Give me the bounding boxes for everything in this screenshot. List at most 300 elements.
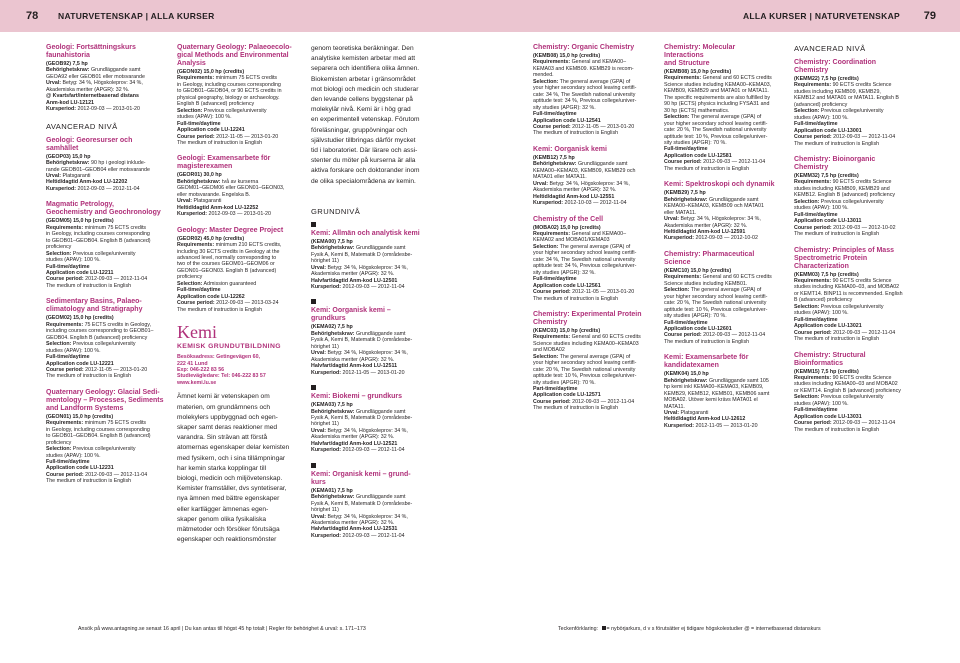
text-line: Biokemisten arbetar i gränsområdet: [311, 75, 416, 83]
course-title: [794, 156, 906, 172]
text-line: www.kemi.lu.se: [177, 379, 217, 386]
text-line: Full-time/daytime: [46, 263, 90, 270]
field-label: Course period:: [533, 123, 571, 130]
text-line: sity studies (APGR): 32 %.: [533, 269, 596, 276]
field-value: Previous college/university: [202, 107, 267, 114]
course-title-line: Geochemistry and Geochronology: [46, 209, 161, 217]
text-line: Exp: 046-222 83 56: [177, 366, 225, 373]
course-title-line: kandidatexamen: [664, 362, 719, 370]
field-label: Urval:: [46, 172, 62, 179]
field-value: General and KEMA00–: [570, 230, 627, 237]
field-value: Grundläggande samt: [354, 330, 406, 337]
text-line: [311, 370, 432, 376]
field-value: 2012-11-05 — 2013-01-20: [83, 366, 148, 373]
field-value: 2012-09-03 — 2012-11-04: [83, 276, 148, 283]
field-value: General and 60 ECTS credits: [701, 274, 772, 281]
course-block: [794, 247, 906, 343]
text-line: aptitude test: 10 %, Previous college/univer-: [533, 373, 637, 380]
field-value: Admission guaranteed: [202, 280, 257, 287]
text-line: GEON01–GEON03. English B (advanced): [177, 267, 277, 274]
course-block: [664, 44, 776, 172]
course-title: [177, 44, 295, 68]
text-line: [794, 82, 906, 88]
text-line: Application code LU-12601: [664, 325, 732, 332]
text-line: sity studies (APGR): 32 %.: [533, 104, 596, 111]
text-line: studies (APAV): 100 %.: [46, 347, 101, 354]
text-line: The medium of instruction is English: [533, 295, 619, 302]
text-line: biologi, medicin och miljövetenskap.: [177, 474, 283, 482]
text-line: studies (APAV): 100 %.: [794, 114, 849, 121]
field-label: Behörighetskrav:: [311, 245, 355, 252]
footer-right: [558, 626, 821, 638]
field-label: Course period:: [177, 133, 215, 140]
field-value: The general average (GPA) of: [558, 78, 631, 85]
text-line: 222 41 Lund: [177, 360, 208, 367]
text-line: physical geography, biology or archaeology.: [177, 94, 280, 101]
course-title-line: mentology – Processes, Sediments: [46, 396, 164, 404]
field-value: The general average (GPA) of: [558, 353, 631, 360]
field-value: Betyg: 34 %, Högskoleprov: 34 %,: [679, 216, 761, 223]
text-line: sity studies (APGR): 70 %.: [533, 379, 596, 386]
course-title-line: Kemi: Oorganisk kemi –: [311, 307, 391, 315]
text-line: (KEMA03) 7,5 hp: [311, 402, 353, 409]
text-line: MATA11.: [664, 403, 685, 410]
text-line: Full-time/daytime: [177, 120, 221, 127]
course-block: [794, 59, 906, 147]
field-label: Behörighetskrav:: [177, 178, 221, 185]
text-line: (advanced) proficiency: [794, 101, 848, 108]
text-line: studies including KEMB09, KEMB29,: [794, 88, 881, 95]
section-heading: AVANCERAD NIVÅ: [46, 121, 118, 131]
text-line: or KEMT14. English B (advanced) proficiency: [794, 387, 901, 394]
text-line: (KEMB08) 15,0 hp (credits): [664, 69, 732, 75]
text-line: KEMA00–KEMA03, KEMB09, KEMB29 och: [533, 167, 636, 174]
course-title-line: Bioinformatics: [794, 359, 844, 367]
text-line: (GEON01) 15,0 hp (credits): [46, 413, 114, 420]
field-value: 2012-11-05 — 2013-01-20: [570, 123, 635, 130]
field-value: 90 ECTS credits Science: [831, 82, 892, 89]
text-line: The specific requirements are also fulfilled by: [664, 94, 770, 101]
text-line: studies (APAV): 100 %.: [794, 400, 849, 407]
section-heading: GRUNDNIVÅ: [311, 206, 361, 216]
field-label: Kursperiod:: [311, 369, 342, 376]
course-title-line: Spectrometric Protein: [794, 254, 868, 262]
field-label: Course period:: [664, 159, 702, 166]
field-label: Requirements:: [664, 75, 702, 82]
course-title-line: Kemi: Examensarbete för: [664, 354, 749, 362]
text-line: [533, 289, 645, 295]
field-label: Urval:: [177, 198, 193, 205]
course-title-line: faunahistoria: [46, 52, 90, 59]
text-line: [794, 420, 906, 426]
course-title-line: Chemistry: Bioinorganic Chemistry: [794, 155, 876, 171]
text-line: GEOM01–GEOM06 eller GEON01–GEON03,: [177, 185, 285, 192]
text-line: [311, 284, 432, 290]
text-line: Full-time/daytime: [794, 211, 838, 218]
field-label: Behörighetskrav:: [533, 161, 577, 168]
text-line: The medium of instruction is English: [533, 405, 619, 412]
course-title: [46, 389, 166, 413]
text-line: molekylers uppbyggnad och egen-: [177, 413, 278, 421]
text-line: Full-time/daytime: [664, 319, 708, 326]
field-label: Behörighetskrav:: [664, 377, 708, 384]
field-label: Selection:: [46, 341, 72, 348]
field-value: 2012-11-05 — 2013-01-20: [694, 422, 758, 429]
field-value: Grundläggande samt: [354, 245, 406, 252]
course-title: [533, 216, 645, 224]
text-line: @ Kvartsfart/internetbaserad distans: [46, 93, 139, 100]
field-label: Selection:: [177, 107, 203, 114]
text-line: Part-time/daytime: [533, 386, 578, 393]
field-label: Course period:: [533, 398, 571, 405]
text-line: Application code LU-13011: [794, 218, 862, 225]
field-label: Kursperiod:: [46, 185, 77, 192]
field-label: Requirements:: [794, 82, 832, 89]
course-title: [46, 201, 166, 217]
course-title-line: Quaternary Geology: Glacial Sedi-: [46, 388, 160, 396]
text-line: The medium of instruction is English: [664, 165, 750, 172]
text-line: The medium of instruction is English: [177, 306, 263, 313]
text-line: Halvfart/dagtid Anm-kod LU-12501: [311, 277, 398, 284]
course-title: [664, 251, 776, 267]
text-line: analytiske kemisten arbetar med att: [311, 55, 416, 63]
course-block: [177, 44, 295, 146]
field-value: Platsgaranti: [61, 172, 91, 179]
course-block: [533, 146, 645, 207]
text-line: aptitude test: 10 %, Previous college/univer-: [664, 306, 768, 313]
field-label: Urval:: [311, 513, 327, 520]
text-line: de olika specialområdena av kemin.: [311, 177, 416, 185]
text-line: KEMA03 and KEMB09. KEMB29 is recom-: [533, 65, 634, 72]
text-line: Application code LU-12262: [177, 293, 245, 300]
course-title: [664, 354, 776, 370]
text-line: Science studies including KEMA00–KEMA03: [533, 340, 639, 347]
course-title-line: Kemi: Spektroskopi och dynamik: [664, 181, 775, 189]
text-line: Akademiska meriter (APGR): 32 %.: [311, 356, 395, 363]
course-block: [46, 44, 166, 113]
field-value: 2012-09-03 — 2013-01-20: [76, 106, 140, 113]
course-title-line: grundkurs: [311, 315, 346, 323]
course-title: [311, 385, 432, 401]
course-title: [533, 146, 645, 154]
text-line: Application code LU-12561: [533, 282, 601, 289]
field-value: 2012-09-03 — 2012-11-04: [83, 471, 148, 478]
course-block: [177, 155, 295, 217]
field-value: Previous college/university: [71, 341, 136, 348]
text-line: Akademiska meriter (APGR): 32 %.: [311, 434, 395, 441]
field-value: 90 hp i geologi inklude-: [89, 160, 146, 167]
course-title: [533, 311, 645, 327]
course-block: [311, 463, 432, 540]
text-line: [664, 235, 776, 241]
field-value: 2012-09-03 — 2012-11-04: [831, 134, 896, 141]
text-line: Anm-kod LU-12121: [46, 99, 94, 106]
field-value: 90 ECTS credits Science: [831, 179, 892, 186]
course-block: [533, 216, 645, 302]
text-line: 90 hp (ECTS) physics including FYSA31 and: [664, 101, 770, 108]
field-label: Urval:: [311, 350, 327, 357]
text-line: to GEOB01–GEOB04. English B (advanced): [46, 433, 151, 440]
field-value: Betyg: 34 %, Högskoleprov: 34 %,: [326, 513, 408, 520]
field-label: Urval:: [664, 410, 680, 417]
field-label: Kursperiod:: [533, 200, 564, 207]
course-title-line: gical Methods and Environmental: [177, 52, 289, 59]
text-line: mot biologi och medicin och studerar: [311, 85, 419, 93]
text-line: (GEOP03) 15,0 hp: [46, 153, 91, 160]
field-label: Urval:: [46, 80, 62, 87]
text-line: Akademiska meriter (APGR): 32 %.: [311, 519, 395, 526]
text-line: egenskaper och reaktionsmönster: [177, 536, 277, 544]
text-line: [664, 274, 776, 280]
text-line: Application code LU-12541: [533, 117, 601, 124]
field-value: minimum 75 ECTS credits: [83, 420, 147, 427]
text-line: (KEMC03) 15,0 hp (credits): [533, 327, 601, 334]
text-line: [664, 287, 776, 293]
field-label: Kursperiod:: [311, 284, 342, 291]
field-value: minimum 210 ECTS credits,: [214, 242, 282, 249]
field-value: The general average (GPA) of: [558, 243, 631, 250]
text-line: Full-time/daytime: [177, 287, 221, 294]
subject-intro: [177, 392, 295, 545]
text-line: studies (APAV): 100 %.: [46, 452, 101, 459]
course-title-line: Kemi: Oorganisk kemi: [533, 145, 607, 153]
field-label: Requirements:: [46, 224, 84, 231]
field-label: Requirements:: [533, 334, 571, 341]
subject-subtitle: KEMISK GRUNDUTBILDNING: [177, 343, 281, 351]
field-label: Selection:: [794, 198, 820, 205]
course-title-line: Chemistry: Organic Chemistry: [533, 44, 635, 51]
text-line: (GEON02) 15,0 hp (credits): [177, 69, 245, 75]
field-label: Course period:: [46, 276, 84, 283]
course-title-line: Kemi: Biokemi – grundkurs: [311, 393, 403, 401]
text-line: The medium of instruction is English: [46, 282, 132, 289]
field-value: Platsgaranti: [679, 410, 709, 417]
text-line: MATA01 eller MATA11.: [533, 174, 587, 181]
course-title-line: and Landform Systems: [46, 404, 124, 412]
course-title-line: climatology and Stratigraphy: [46, 306, 143, 314]
field-label: Requirements:: [533, 230, 571, 237]
course-block: [46, 389, 166, 485]
field-value: Grundläggande samt: [354, 408, 406, 415]
text-line: cate: 20 %, The Swedish national university: [664, 127, 767, 134]
field-value: General and KEMA00–: [570, 59, 627, 66]
text-line: (KEMB08) 15,0 hp (credits): [533, 53, 601, 59]
text-line: sity studies (APGR): 70 %.: [664, 139, 727, 146]
course-block: [46, 298, 166, 380]
field-value: 90 ECTS credits Science: [831, 277, 892, 284]
text-line: Application code LU-13031: [794, 413, 862, 420]
course-title-line: Analysis: [177, 60, 206, 67]
course-title-line: Kemi: Allmän och analytisk kemi: [311, 229, 420, 237]
field-label: Selection:: [46, 250, 72, 257]
course-title-line: Geology: Master Degree Project: [177, 226, 284, 234]
text-line: [533, 200, 645, 206]
field-value: Betyg: 34 %, Högskoleprov: 34 %,: [326, 427, 408, 434]
field-label: Kursperiod:: [311, 532, 342, 539]
text-line: [311, 447, 432, 453]
text-line: Full-time/daytime: [794, 316, 838, 323]
text-line: Full-time/daytime: [533, 111, 577, 118]
text-line: Full-time/daytime: [664, 146, 708, 153]
field-label: Selection:: [664, 287, 690, 294]
text-line: nya ämnen med bättre egenskaper: [177, 495, 280, 503]
course-title-line: samhället: [46, 144, 79, 152]
text-line: med fysikern, och i sina tillämpningar: [177, 454, 286, 462]
text-line: hp kemi inkl KEMA00–KEMA03, KEMB09,: [664, 384, 764, 391]
field-label: Course period:: [794, 420, 832, 427]
column-2: [177, 44, 295, 545]
text-line: [177, 242, 295, 248]
text-line: The medium of instruction is English: [177, 139, 263, 146]
footer-left: Ansök på www.antagning.se senast 16 april | Du kan antas till högst 45 hp totalt | Regler för behörighet & urval: s. 171–173: [78, 626, 366, 632]
text-line: studies including KEMA00–03 and MOBA02: [794, 381, 898, 388]
text-line: [664, 423, 776, 429]
field-label: Urval:: [533, 180, 549, 187]
course-block: [311, 299, 432, 376]
text-line: Application code LU-12211: [46, 269, 114, 276]
text-line: Application code LU-12241: [177, 127, 245, 134]
text-line: [533, 334, 645, 340]
text-line: MOBA02. Utöver kemi krävs MATA01 el: [664, 397, 758, 404]
text-line: (GEOR01) 30,0 hp: [177, 172, 222, 179]
text-line: hörighet 11): [311, 421, 339, 428]
field-label: Kursperiod:: [664, 235, 695, 242]
text-line: tid i laboratoriet. Där lärare och assi-: [311, 147, 418, 155]
text-line: The medium of instruction is English: [533, 130, 619, 137]
course-title-line: kurs: [311, 478, 326, 486]
text-line: The medium of instruction is English: [46, 478, 132, 485]
field-label: Course period:: [533, 289, 571, 296]
text-line: 30 hp (ECTS) mathematics.: [664, 107, 730, 114]
subject-title: Kemi: [177, 322, 217, 343]
field-value: 2012-09-03 — 2012-11-04: [831, 329, 896, 336]
text-line: Application code LU-13001: [794, 127, 862, 134]
field-label: Selection:: [533, 353, 559, 360]
text-line: your higher secondary school leaving certifi-: [664, 120, 768, 127]
text-line: eller kartlägger ämnenas egen-: [177, 505, 269, 513]
text-line: Heltid/dagtid Anm-kod LU-12252: [177, 204, 259, 211]
text-line: Application code LU-13021: [794, 323, 862, 330]
field-label: Course period:: [794, 224, 832, 231]
text-line: (KEMA02) 7,5 hp: [311, 324, 353, 331]
field-value: Betyg: 34 %, Högskoleprov: 34 %,: [326, 264, 408, 271]
text-line: separera och identifiera olika ämnen.: [311, 65, 420, 73]
text-line: mätmetoder och försöker förutsäga: [177, 525, 280, 533]
course-title-line: Chemistry: Coordination: [794, 59, 877, 66]
text-line: (GEOM02) 15,0 hp (credits): [46, 315, 114, 322]
text-line: Application code LU-12581: [664, 152, 732, 159]
text-line: skaper samt deras reaktioner med: [177, 423, 278, 431]
field-value: 2012-09-03 — 2012-11-04: [701, 332, 766, 339]
course-block: [664, 354, 776, 429]
course-title-line: Geologi: Georesurser och: [46, 136, 133, 144]
course-block: [794, 352, 906, 434]
field-value: Previous college/university: [819, 198, 884, 205]
course-title-line: Chemistry: Principles of Mass: [794, 246, 894, 254]
footer-legend-a: = nybörjarkurs, d v s förutsätter ej tidigare högskolestudier: [606, 626, 743, 632]
column-5: [664, 44, 776, 438]
field-label: Kursperiod:: [177, 211, 208, 218]
course-title: [794, 352, 906, 368]
text-line: proficiency: [46, 244, 72, 251]
field-value: Grundläggande samt: [707, 196, 759, 203]
field-label: Selection:: [794, 394, 820, 401]
text-line: studies (APAV): 100 %.: [46, 257, 101, 264]
course-title: [533, 44, 645, 52]
field-label: Urval:: [311, 427, 327, 434]
course-block: [794, 156, 906, 238]
text-line: in Geology, including courses corresponding: [177, 81, 281, 88]
field-value: 2012-09-03 — 2012-11-04: [341, 532, 405, 539]
text-line: including courses corresponding to GEOB01–: [46, 328, 154, 335]
field-label: Kursperiod:: [311, 447, 342, 454]
text-line: självstudier tillbringas därför mycket: [311, 136, 416, 144]
field-label: Kursperiod:: [664, 422, 695, 429]
text-line: (KEMB12) 7,5 hp: [533, 154, 575, 161]
text-line: Application code LU-12231: [46, 465, 114, 472]
text-line: KEMA02 and MOBA01/KEMA03: [533, 237, 610, 244]
course-title-line: Chemistry: Molecular Interactions: [664, 44, 736, 59]
text-line: stenter du möter på kurserna är alla: [311, 157, 416, 165]
field-value: 2012-11-05 — 2013-01-20: [214, 133, 279, 140]
text-line: in Geology, including courses corresponding: [46, 231, 150, 238]
text-line: and MOBA02: [533, 347, 565, 354]
field-value: Betyg: 34 %, Högskoleprov: 34 %,: [61, 80, 143, 87]
text-line: Fysik A, Kemi B, Matematik D (områdesbe-: [311, 251, 413, 258]
header-band: [0, 0, 960, 32]
field-value: 2012-09-03 — 2012-11-04: [341, 447, 405, 454]
text-line: hörighet 11): [311, 343, 339, 350]
text-line: KEMA00–KEMA03, KEMB09 och MATA01: [664, 203, 764, 210]
text-line: den levande cellens byggstenar på: [311, 96, 413, 104]
text-line: Akademiska meriter (APGR): 32 %.: [46, 86, 130, 93]
text-line: aptitude test: 34 %, Previous college/univer-: [533, 263, 637, 270]
text-line: (GEOB92) 7,5 hp: [46, 61, 88, 67]
text-line: hörighet 11): [311, 258, 339, 265]
field-label: Behörighetskrav:: [46, 67, 90, 74]
text-line: including 30 ECTS credits in Geology at the: [177, 248, 280, 255]
text-line: varandra. Sin strävan att förstå: [177, 434, 268, 442]
field-value: 2012-09-03 — 2012-11-04: [341, 284, 405, 291]
field-value: 2012-10-03 — 2012-11-04: [563, 200, 627, 207]
text-line: cate: 20 %, The Swedish national university: [664, 300, 767, 307]
course-title-line: Chemistry: [794, 67, 829, 74]
field-value: 2012-09-03 — 2012-11-04: [831, 420, 896, 427]
field-value: The general average (GPA) of: [689, 114, 762, 121]
course-title-line: Chemistry: Experimental Protein: [533, 310, 642, 318]
field-value: 75 ECTS credits in Geology,: [83, 321, 152, 328]
course-title-line: Characterization: [794, 262, 849, 270]
text-line: studies including KEMB09, KEMB29 and: [794, 185, 890, 192]
course-title: [46, 298, 166, 314]
field-label: Selection:: [533, 243, 559, 250]
text-line: KEMB12. English B (advanced) proficiency: [794, 192, 895, 199]
text-line: [664, 114, 776, 120]
page-number-right: 79: [923, 10, 936, 22]
footer-legend-b: @ = internetbaserad distanskurs: [744, 626, 821, 632]
field-label: Course period:: [794, 134, 832, 141]
field-label: Course period:: [794, 329, 832, 336]
text-line: (GEOR02) 45,0 hp (credits): [177, 235, 245, 242]
text-line: Full-time/daytime: [46, 354, 90, 361]
text-line: Full-time/daytime: [794, 121, 838, 128]
text-line: (KEMK04) 15,0 hp: [664, 371, 709, 378]
text-line: eller motsvarande. Engelska B.: [177, 191, 251, 198]
field-label: Requirements:: [46, 420, 84, 427]
text-line: [177, 300, 295, 306]
text-line: Studievägledare: Tel: 046-222 83 57: [177, 373, 266, 380]
text-line: föreläsningar, gruppövningar och: [311, 126, 408, 134]
